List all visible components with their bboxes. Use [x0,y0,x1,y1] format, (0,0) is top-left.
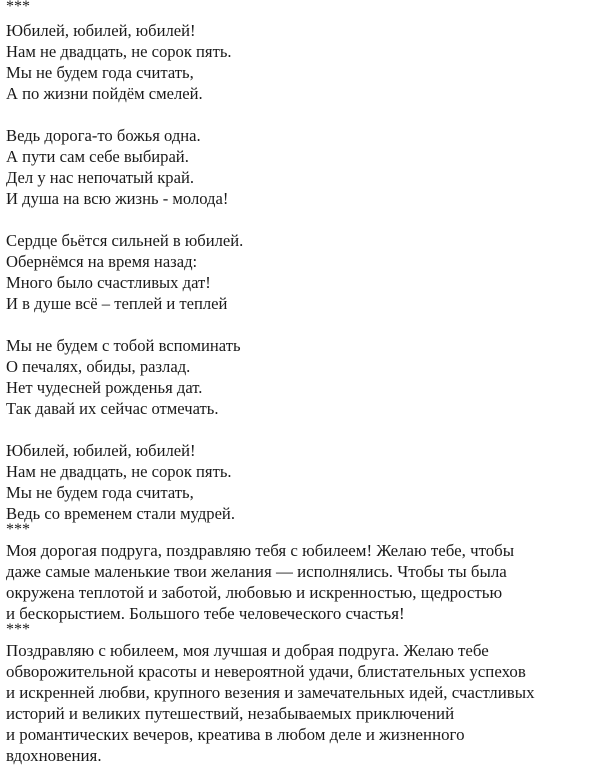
poem-line: Нам не двадцать, не сорок пять. [6,462,232,481]
poem-line: Мы не будем года считать, [6,483,194,502]
poem-stanza [6,335,612,419]
poem-line: Много было счастливых дат! [6,273,211,292]
poem-stanza [6,20,612,104]
paragraph-line: и искренней любви, крупного везения и замечательных идей, счастливых [6,683,535,702]
poem-line: Обернёмся на время назад: [6,252,198,271]
poem-line: Юбилей, юбилей, юбилей! [6,441,196,460]
paragraph-line: Поздравляю с юбилеем, моя лучшая и добрая подруга. Желаю тебе [6,641,489,660]
document-page [6,0,612,766]
paragraph-line: историй и великих путешествий, незабываемых приключений [6,704,455,723]
poem-stanza [6,125,612,209]
poem-line: Мы не будем с тобой вспоминать [6,336,241,355]
poem-line: А пути сам себе выбирай. [6,147,189,166]
paragraph-line: вдохновения. [6,746,102,765]
poem-line: О печалях, обиды, разлад. [6,357,191,376]
poem-line: Нет чудесней рожденья дат. [6,378,203,397]
poem-line: Так давай их сейчас отмечать. [6,399,219,418]
separator: *** [6,521,30,538]
paragraph-line: даже самые маленькие твои желания — исполнялись. Чтобы ты была [6,562,507,581]
paragraph-line: и бескорыстием. Большого тебе человеческого счастья! [6,604,405,623]
poem-line: Дел у нас непочатый край. [6,168,194,187]
poem-line: Юбилей, юбилей, юбилей! [6,21,196,40]
paragraph-line: окружена теплотой и заботой, любовью и искренностью, щедростью [6,583,503,602]
poem-line: Нам не двадцать, не сорок пять. [6,42,232,61]
greeting-paragraph [6,640,612,766]
poem-line: Ведь дорога-то божья одна. [6,126,201,145]
poem-stanza [6,440,612,524]
poem-line: Мы не будем года считать, [6,63,194,82]
poem-stanza [6,230,612,314]
stanza-gap [6,209,612,230]
poem-line: И душа на всю жизнь - молода! [6,189,229,208]
poem-line: А по жизни пойдём смелей. [6,84,203,103]
paragraph-line: обворожительной красоты и невероятной удачи, блистательных успехов [6,662,526,681]
paragraph-line: и романтических вечеров, креатива в любом деле и жизненного [6,725,465,744]
poem-line: Сердце бьётся сильней в юбилей. [6,231,244,250]
stanza-gap [6,104,612,125]
stanza-gap [6,314,612,335]
poem-line: И в душе всё – теплей и теплей [6,294,228,313]
separator: *** [6,0,30,15]
greeting-paragraph [6,540,612,624]
paragraph-line: Моя дорогая подруга, поздравляю тебя с юбилеем! Желаю тебе, чтобы [6,541,515,560]
separator: *** [6,621,30,638]
stanza-gap [6,419,612,440]
poem-line: Ведь со временем стали мудрей. [6,504,235,523]
